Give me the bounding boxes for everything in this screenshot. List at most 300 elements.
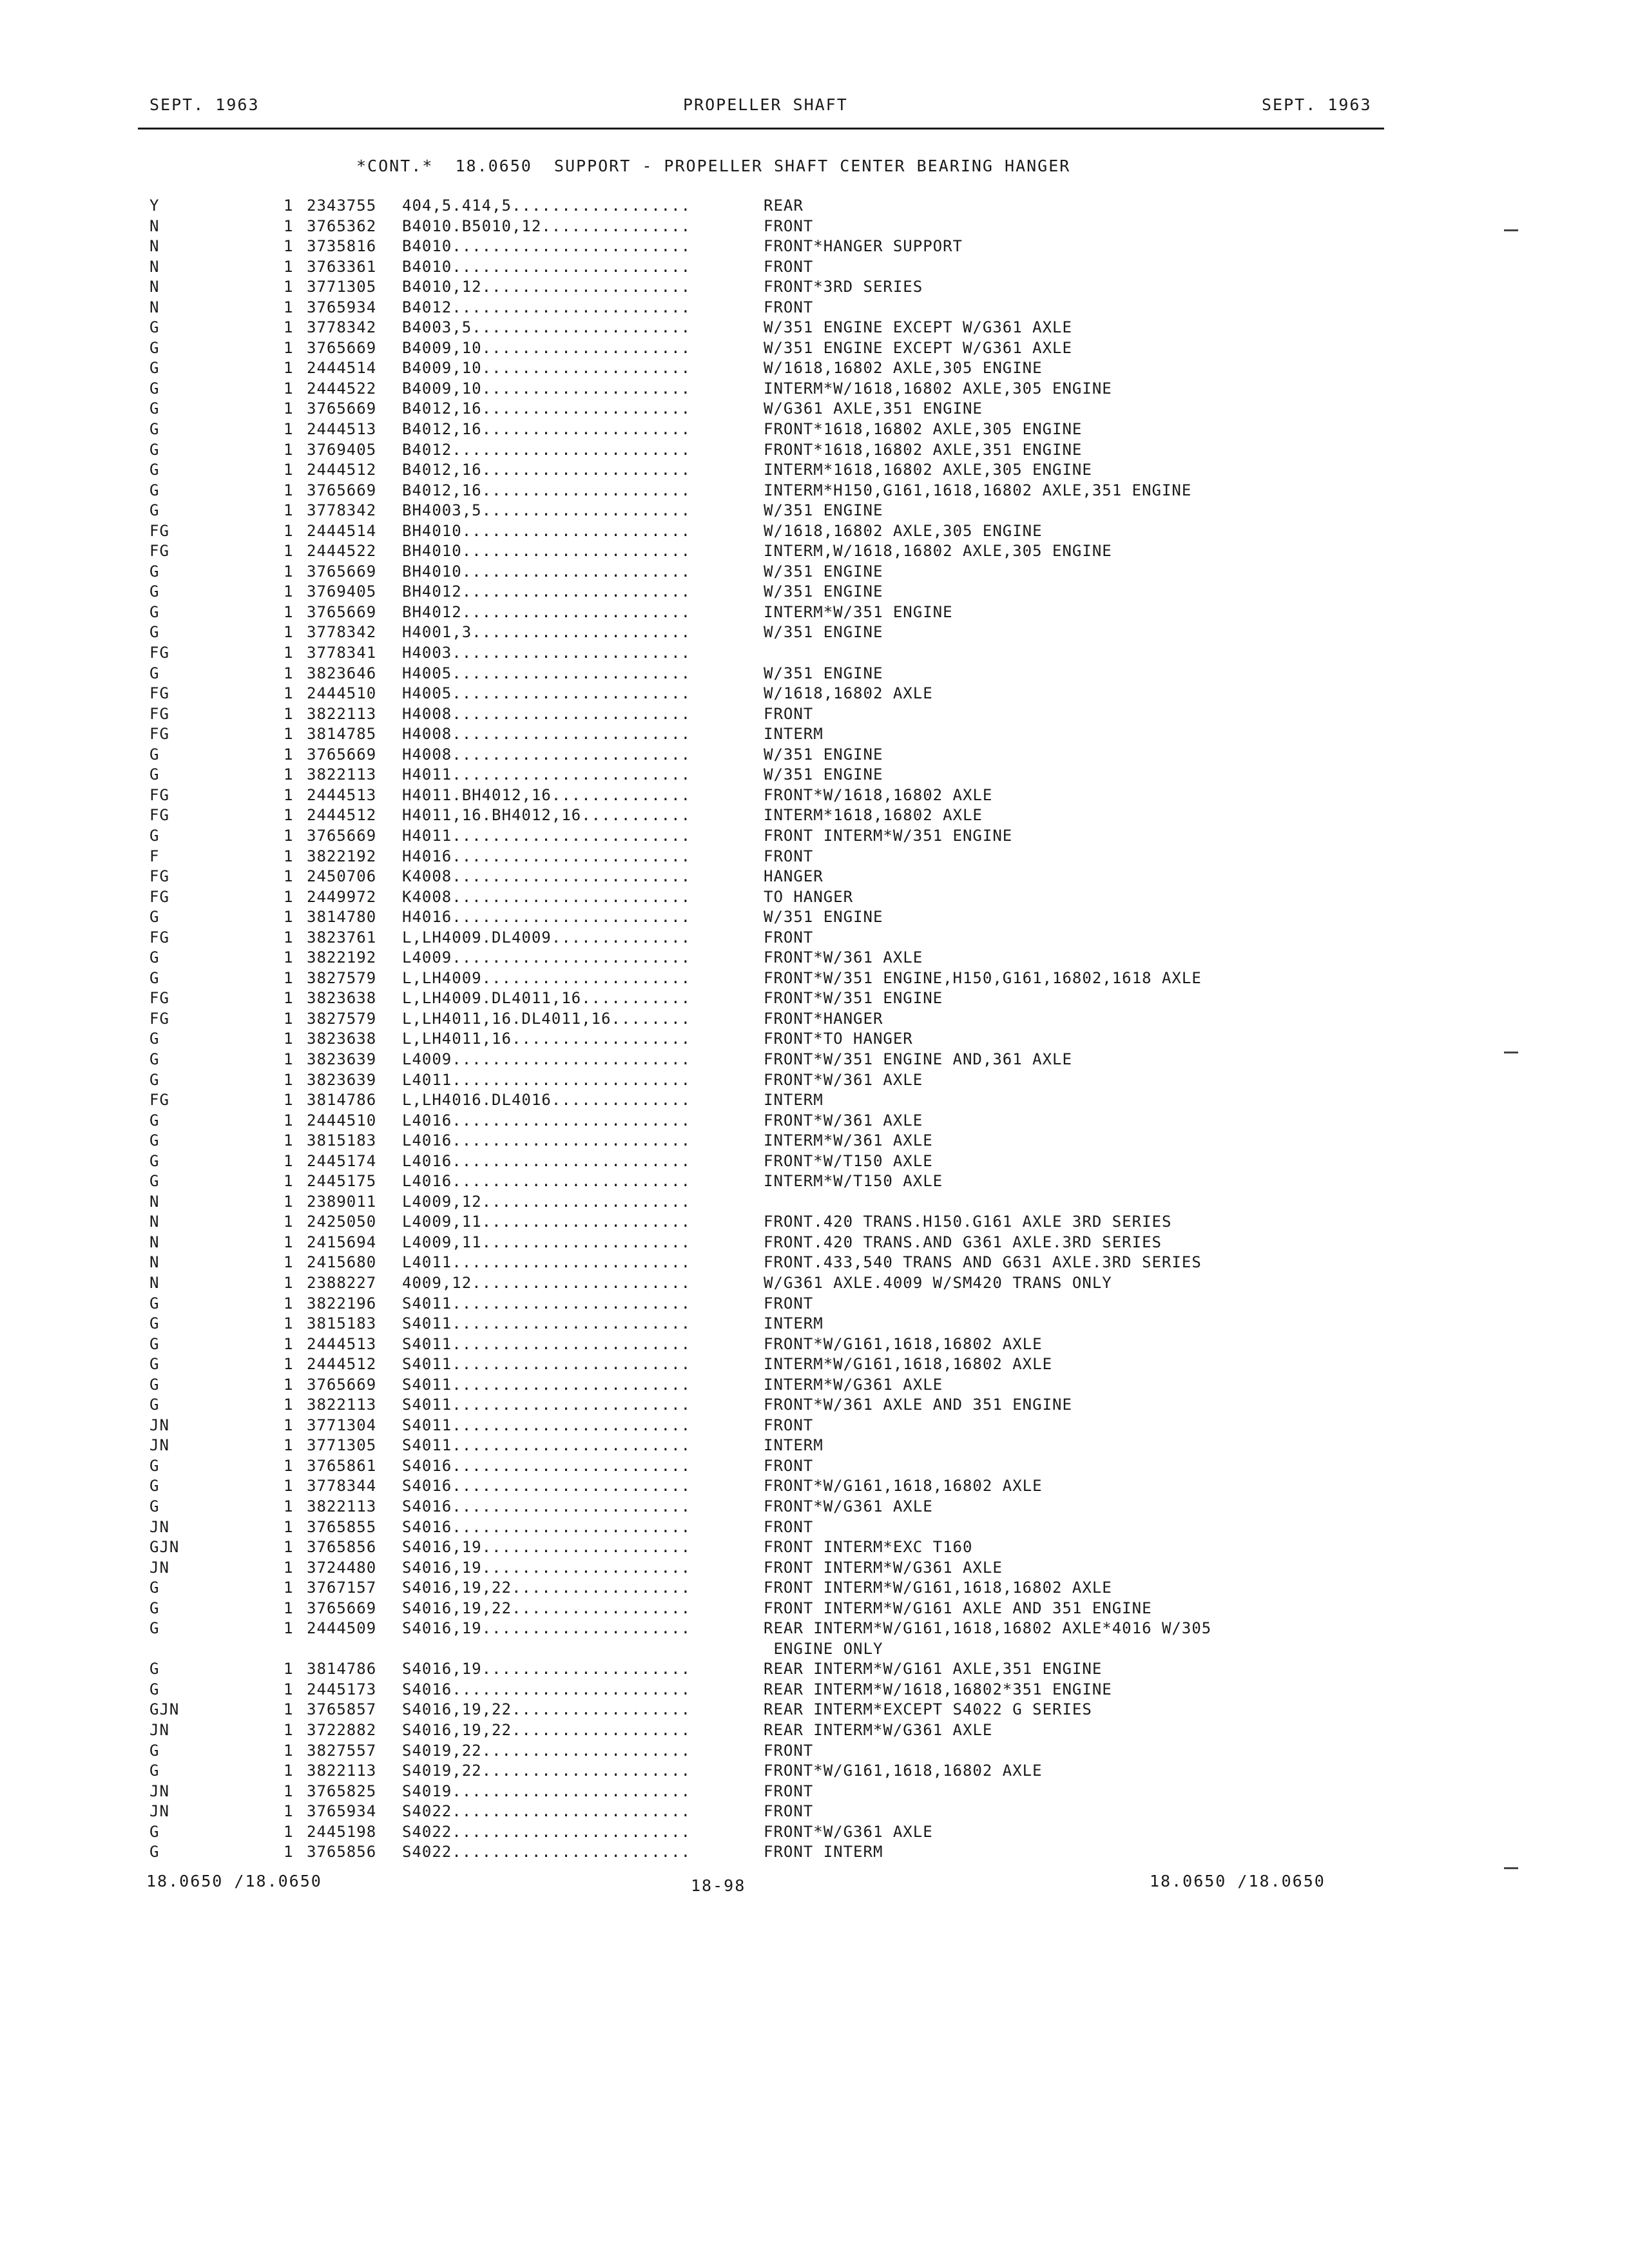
- entry-part: 2444513: [307, 420, 377, 439]
- entry-code: G: [149, 1456, 160, 1475]
- entry-desc: FRONT*W/361 AXLE: [764, 948, 923, 967]
- entry-code: FG: [149, 785, 169, 804]
- list-item: [0, 1680, 1629, 1701]
- entry-code: G: [149, 948, 160, 967]
- entry-qty: 1: [284, 1497, 294, 1515]
- entry-code: GJN: [149, 1538, 180, 1557]
- entry-code: G: [149, 1172, 160, 1191]
- entry-part: 3765669: [307, 745, 377, 764]
- header-title: PROPELLER SHAFT: [683, 95, 848, 114]
- entry-part: 3769405: [307, 582, 377, 601]
- margin-mark: [1504, 1052, 1518, 1053]
- entry-model: S4016........................: [402, 1497, 691, 1515]
- list-item: [0, 928, 1629, 949]
- entry-desc: FRONT: [764, 928, 814, 947]
- entry-qty: 1: [284, 785, 294, 804]
- entry-model: B4012........................: [402, 298, 691, 316]
- entry-desc: INTERM: [764, 725, 824, 744]
- entry-part: 3823638: [307, 1030, 377, 1048]
- entry-qty: 1: [284, 1721, 294, 1740]
- entry-part: 2444522: [307, 379, 377, 398]
- entry-qty: 1: [284, 399, 294, 418]
- list-item: [0, 1396, 1629, 1416]
- entry-qty: 1: [284, 359, 294, 378]
- entry-code: G: [149, 968, 160, 987]
- entry-qty: 1: [284, 1619, 294, 1638]
- entry-code: FG: [149, 704, 169, 723]
- list-item: [0, 339, 1629, 360]
- entry-code: G: [149, 359, 160, 378]
- entry-part: 3765855: [307, 1517, 377, 1536]
- entry-part: 3765669: [307, 338, 377, 357]
- entry-part: 3778342: [307, 318, 377, 337]
- entry-desc: FRONT*3RD SERIES: [764, 278, 923, 296]
- entry-desc: INTERM: [764, 1436, 824, 1455]
- entry-code: G: [149, 745, 160, 764]
- entry-qty: 1: [284, 197, 294, 215]
- entry-code: G: [149, 1822, 160, 1841]
- entry-desc: W/1618,16802 AXLE: [764, 684, 933, 703]
- entry-desc: FRONT: [764, 1782, 814, 1800]
- entry-model: S4016,19,22..................: [402, 1579, 691, 1597]
- list-item: [0, 1823, 1629, 1843]
- entry-part: 3771305: [307, 278, 377, 296]
- entry-code: FG: [149, 867, 169, 886]
- list-item: [0, 765, 1629, 786]
- entry-qty: 1: [284, 1477, 294, 1495]
- entry-qty: 1: [284, 1558, 294, 1577]
- entry-model: L4009,11.....................: [402, 1233, 691, 1251]
- entry-desc: FRONT INTERM*W/351 ENGINE: [764, 826, 1013, 845]
- entry-desc: W/351 ENGINE: [764, 562, 883, 581]
- entry-code: G: [149, 1030, 160, 1048]
- entry-code: G: [149, 664, 160, 682]
- entry-qty: 1: [284, 1091, 294, 1110]
- list-item: [0, 847, 1629, 868]
- entry-desc: FRONT*W/361 AXLE: [764, 1070, 923, 1089]
- list-item: [0, 1477, 1629, 1497]
- entry-desc: INTERM*W/1618,16802 AXLE,305 ENGINE: [764, 379, 1112, 398]
- entry-code: JN: [149, 1416, 169, 1434]
- entry-model: BH4003,5.....................: [402, 501, 691, 520]
- entry-model: L4009,12.....................: [402, 1192, 691, 1211]
- entry-desc: FRONT INTERM*W/G161,1618,16802 AXLE: [764, 1579, 1112, 1597]
- entry-desc: FRONT: [764, 1416, 814, 1434]
- entry-code: JN: [149, 1802, 169, 1821]
- list-item: [0, 298, 1629, 319]
- entry-desc: FRONT: [764, 1456, 814, 1475]
- entry-qty: 1: [284, 257, 294, 276]
- entry-code: G: [149, 1660, 160, 1678]
- entry-code: G: [149, 1334, 160, 1353]
- entry-code: G: [149, 420, 160, 439]
- entry-qty: 1: [284, 1334, 294, 1353]
- entry-code: G: [149, 481, 160, 499]
- entry-qty: 1: [284, 1050, 294, 1068]
- entry-model: K4008........................: [402, 867, 691, 886]
- entry-model: H4008........................: [402, 745, 691, 764]
- entry-qty: 1: [284, 704, 294, 723]
- list-item: [0, 1416, 1629, 1437]
- entry-model: S4011........................: [402, 1355, 691, 1374]
- list-item: [0, 745, 1629, 766]
- entry-part: 2388227: [307, 1273, 377, 1292]
- entry-desc: FRONT: [764, 704, 814, 723]
- entry-desc: FRONT INTERM*W/G161 AXLE AND 351 ENGINE: [764, 1599, 1152, 1617]
- entry-desc: ENGINE ONLY: [764, 1639, 883, 1658]
- entry-code: G: [149, 1477, 160, 1495]
- entry-desc: FRONT INTERM*W/G361 AXLE: [764, 1558, 1003, 1577]
- entry-code: G: [149, 338, 160, 357]
- list-item: [0, 786, 1629, 807]
- entry-desc: FRONT*W/1618,16802 AXLE: [764, 785, 993, 804]
- entry-desc: FRONT INTERM*EXC T160: [764, 1538, 973, 1557]
- entry-part: 3814786: [307, 1660, 377, 1678]
- entry-desc: FRONT*W/351 ENGINE AND,361 AXLE: [764, 1050, 1072, 1068]
- entry-code: N: [149, 1273, 160, 1292]
- list-item: [0, 481, 1629, 502]
- entry-qty: 1: [284, 501, 294, 520]
- entry-code: N: [149, 1213, 160, 1231]
- list-item: [0, 948, 1629, 969]
- entry-code: G: [149, 1762, 160, 1780]
- entry-part: 2445175: [307, 1172, 377, 1191]
- list-item: [0, 1131, 1629, 1152]
- entry-code: G: [149, 562, 160, 581]
- entry-qty: 1: [284, 664, 294, 682]
- entry-qty: 1: [284, 1111, 294, 1129]
- entry-qty: 1: [284, 1213, 294, 1231]
- entry-code: JN: [149, 1782, 169, 1800]
- entry-desc: FRONT.420 TRANS.H150.G161 AXLE 3RD SERIES: [764, 1213, 1172, 1231]
- entry-qty: 1: [284, 1416, 294, 1434]
- entry-code: FG: [149, 684, 169, 703]
- entry-desc: FRONT*W/G161,1618,16802 AXLE: [764, 1477, 1043, 1495]
- entry-qty: 1: [284, 1822, 294, 1841]
- entry-model: S4022........................: [402, 1802, 691, 1821]
- entry-qty: 1: [284, 440, 294, 459]
- entry-desc: FRONT: [764, 298, 814, 316]
- entry-qty: 1: [284, 1802, 294, 1821]
- entry-code: JN: [149, 1721, 169, 1740]
- entry-desc: FRONT*W/G361 AXLE: [764, 1497, 933, 1515]
- entry-qty: 1: [284, 684, 294, 703]
- entry-desc: FRONT: [764, 1741, 814, 1760]
- entry-part: 3778342: [307, 623, 377, 642]
- entry-model: L,LH4016.DL4016..............: [402, 1091, 691, 1110]
- entry-code: G: [149, 1396, 160, 1414]
- entry-model: S4016,19.....................: [402, 1538, 691, 1557]
- entry-desc: INTERM*W/G361 AXLE: [764, 1375, 943, 1394]
- entry-part: 3767157: [307, 1579, 377, 1597]
- entry-code: N: [149, 216, 160, 235]
- entry-model: S4016........................: [402, 1456, 691, 1475]
- entry-part: 2415680: [307, 1253, 377, 1272]
- entry-desc: REAR INTERM*W/G161,1618,16802 AXLE*4016 W/305: [764, 1619, 1212, 1638]
- entry-part: 2444513: [307, 1334, 377, 1353]
- list-item: [0, 1518, 1629, 1539]
- list-item: [0, 1640, 1629, 1660]
- entry-model: B4010,12.....................: [402, 278, 691, 296]
- entry-model: B4010........................: [402, 257, 691, 276]
- entry-code: FG: [149, 644, 169, 662]
- list-item: [0, 1559, 1629, 1579]
- entry-model: H4003........................: [402, 644, 691, 662]
- entry-model: B4012........................: [402, 440, 691, 459]
- entry-qty: 1: [284, 908, 294, 927]
- entry-desc: W/351 ENGINE: [764, 664, 883, 682]
- entry-code: G: [149, 602, 160, 621]
- entry-code: F: [149, 847, 160, 865]
- list-item: [0, 1843, 1629, 1863]
- entry-qty: 1: [284, 1294, 294, 1312]
- parts-list: [0, 197, 1629, 1863]
- entry-desc: FRONT*W/G161,1618,16802 AXLE: [764, 1762, 1043, 1780]
- entry-desc: W/G361 AXLE.4009 W/SM420 TRANS ONLY: [764, 1273, 1112, 1292]
- entry-part: 3771304: [307, 1416, 377, 1434]
- list-item: [0, 258, 1629, 278]
- entry-model: BH4010.......................: [402, 542, 691, 561]
- entry-model: 404,5.414,5..................: [402, 197, 691, 215]
- entry-part: 3815183: [307, 1131, 377, 1150]
- entry-qty: 1: [284, 1009, 294, 1028]
- entry-qty: 1: [284, 1396, 294, 1414]
- entry-code: G: [149, 440, 160, 459]
- entry-qty: 1: [284, 1030, 294, 1048]
- entry-model: B4012,16.....................: [402, 481, 691, 499]
- entry-qty: 1: [284, 1314, 294, 1333]
- entry-code: G: [149, 765, 160, 784]
- entry-model: L4016........................: [402, 1111, 691, 1129]
- entry-part: 3765669: [307, 399, 377, 418]
- entry-qty: 1: [284, 968, 294, 987]
- entry-desc: W/1618,16802 AXLE,305 ENGINE: [764, 359, 1043, 378]
- entry-model: S4016,19.....................: [402, 1558, 691, 1577]
- list-item: [0, 237, 1629, 258]
- entry-desc: W/351 ENGINE EXCEPT W/G361 AXLE: [764, 318, 1072, 337]
- entry-model: B4012,16.....................: [402, 461, 691, 479]
- header-rule: [138, 128, 1384, 130]
- entry-code: G: [149, 1131, 160, 1150]
- entry-part: 3815183: [307, 1314, 377, 1333]
- list-item: [0, 969, 1629, 990]
- entry-desc: FRONT*W/G161,1618,16802 AXLE: [764, 1334, 1043, 1353]
- entry-desc: FRONT: [764, 216, 814, 235]
- entry-code: G: [149, 1843, 160, 1861]
- entry-desc: FRONT*W/361 AXLE: [764, 1111, 923, 1129]
- entry-qty: 1: [284, 765, 294, 784]
- entry-desc: INTERM: [764, 1091, 824, 1110]
- entry-part: 2444514: [307, 359, 377, 378]
- entry-qty: 1: [284, 1843, 294, 1861]
- entry-model: S4019,22.....................: [402, 1741, 691, 1760]
- entry-model: L,LH4009.DL4009..............: [402, 928, 691, 947]
- entry-desc: FRONT*HANGER: [764, 1009, 883, 1028]
- entry-code: JN: [149, 1436, 169, 1455]
- entry-qty: 1: [284, 237, 294, 256]
- entry-model: S4016,19.....................: [402, 1619, 691, 1638]
- entry-desc: FRONT*W/361 AXLE AND 351 ENGINE: [764, 1396, 1072, 1414]
- entry-model: S4011........................: [402, 1375, 691, 1394]
- list-item: [0, 441, 1629, 461]
- entry-desc: INTERM*H150,G161,1618,16802 AXLE,351 ENGINE: [764, 481, 1192, 499]
- entry-model: H4005........................: [402, 664, 691, 682]
- entry-model: L4016........................: [402, 1172, 691, 1191]
- entry-code: Y: [149, 197, 160, 215]
- list-item: [0, 908, 1629, 928]
- entry-qty: 1: [284, 1538, 294, 1557]
- entry-model: H4001,3......................: [402, 623, 691, 642]
- entry-qty: 1: [284, 461, 294, 479]
- entry-desc: FRONT*1618,16802 AXLE,351 ENGINE: [764, 440, 1083, 459]
- entry-part: 3765934: [307, 1802, 377, 1821]
- entry-desc: W/351 ENGINE: [764, 745, 883, 764]
- entry-part: 3822192: [307, 847, 377, 865]
- entry-desc: W/351 ENGINE: [764, 908, 883, 927]
- entry-qty: 1: [284, 1456, 294, 1475]
- entry-part: 3814780: [307, 908, 377, 927]
- entry-code: G: [149, 379, 160, 398]
- footer-ref-right: 18.0650 /18.0650: [1150, 1872, 1325, 1890]
- entry-part: 2389011: [307, 1192, 377, 1211]
- entry-desc: INTERM*W/G161,1618,16802 AXLE: [764, 1355, 1053, 1374]
- entry-model: H4008........................: [402, 704, 691, 723]
- list-item: [0, 1030, 1629, 1050]
- entry-qty: 1: [284, 1131, 294, 1150]
- entry-part: 3823646: [307, 664, 377, 682]
- entry-model: L4011........................: [402, 1070, 691, 1089]
- entry-qty: 1: [284, 318, 294, 337]
- entry-part: 2415694: [307, 1233, 377, 1251]
- entry-model: BH4010.......................: [402, 562, 691, 581]
- entry-model: H4005........................: [402, 684, 691, 703]
- list-item: [0, 806, 1629, 827]
- list-item: [0, 1599, 1629, 1620]
- entry-code: G: [149, 1599, 160, 1617]
- entry-desc: W/351 ENGINE: [764, 501, 883, 520]
- entry-qty: 1: [284, 1070, 294, 1089]
- entry-qty: 1: [284, 1233, 294, 1251]
- entry-qty: 1: [284, 1599, 294, 1617]
- list-item: [0, 1457, 1629, 1477]
- entry-qty: 1: [284, 745, 294, 764]
- entry-desc: FRONT*W/G361 AXLE: [764, 1822, 933, 1841]
- entry-part: 3822113: [307, 1497, 377, 1515]
- entry-part: 2444512: [307, 1355, 377, 1374]
- entry-code: G: [149, 1680, 160, 1698]
- entry-qty: 1: [284, 1660, 294, 1678]
- entry-code: N: [149, 257, 160, 276]
- list-item: [0, 1436, 1629, 1457]
- entry-qty: 1: [284, 826, 294, 845]
- entry-model: L4016........................: [402, 1131, 691, 1150]
- entry-part: 3765669: [307, 602, 377, 621]
- entry-qty: 1: [284, 989, 294, 1008]
- entry-part: 2444512: [307, 806, 377, 825]
- entry-part: 2444510: [307, 1111, 377, 1129]
- entry-code: G: [149, 908, 160, 927]
- entry-model: S4016........................: [402, 1477, 691, 1495]
- list-item: [0, 318, 1629, 339]
- entry-model: S4022........................: [402, 1822, 691, 1841]
- entry-model: H4008........................: [402, 725, 691, 744]
- entry-part: 3765669: [307, 562, 377, 581]
- header-date-right: SEPT. 1963: [1262, 95, 1372, 114]
- entry-code: G: [149, 1111, 160, 1129]
- entry-desc: W/351 ENGINE: [764, 582, 883, 601]
- list-item: [0, 1376, 1629, 1396]
- entry-model: B4012,16.....................: [402, 399, 691, 418]
- entry-desc: TO HANGER: [764, 887, 854, 906]
- entry-model: S4011........................: [402, 1416, 691, 1434]
- entry-qty: 1: [284, 1375, 294, 1394]
- entry-model: H4011,16.BH4012,16...........: [402, 806, 691, 825]
- entry-part: 3765856: [307, 1843, 377, 1861]
- list-item: [0, 522, 1629, 543]
- entry-desc: FRONT INTERM: [764, 1843, 883, 1861]
- entry-code: G: [149, 826, 160, 845]
- list-item: [0, 1314, 1629, 1335]
- list-item: [0, 278, 1629, 298]
- entry-part: 3822113: [307, 1396, 377, 1414]
- entry-qty: 1: [284, 1762, 294, 1780]
- entry-desc: REAR INTERM*EXCEPT S4022 G SERIES: [764, 1700, 1092, 1719]
- list-item: [0, 827, 1629, 847]
- entry-part: 2444522: [307, 542, 377, 561]
- list-item: [0, 542, 1629, 562]
- entry-desc: FRONT*W/351 ENGINE,H150,G161,16802,1618 AXLE: [764, 968, 1202, 987]
- list-item: [0, 1233, 1629, 1254]
- list-item: [0, 582, 1629, 603]
- entry-model: L4016........................: [402, 1151, 691, 1170]
- page-number: 18-98: [691, 1876, 746, 1895]
- entry-code: FG: [149, 1091, 169, 1110]
- entry-part: 3827579: [307, 1009, 377, 1028]
- entry-code: G: [149, 461, 160, 479]
- entry-part: 3765856: [307, 1538, 377, 1557]
- entry-part: 2449972: [307, 887, 377, 906]
- entry-model: S4011........................: [402, 1314, 691, 1333]
- entry-code: G: [149, 1741, 160, 1760]
- entry-part: 3763361: [307, 257, 377, 276]
- list-item: [0, 1497, 1629, 1518]
- entry-model: BH4012.......................: [402, 602, 691, 621]
- list-item: [0, 1071, 1629, 1091]
- entry-part: 2445173: [307, 1680, 377, 1698]
- entry-qty: 1: [284, 1436, 294, 1455]
- entry-part: 3814786: [307, 1091, 377, 1110]
- entry-qty: 1: [284, 298, 294, 316]
- entry-desc: INTERM: [764, 1314, 824, 1333]
- entry-desc: FRONT.420 TRANS.AND G361 AXLE.3RD SERIES: [764, 1233, 1162, 1251]
- list-item: [0, 867, 1629, 888]
- list-item: [0, 989, 1629, 1010]
- list-item: [0, 197, 1629, 217]
- entry-model: K4008........................: [402, 887, 691, 906]
- entry-code: N: [149, 298, 160, 316]
- entry-code: G: [149, 318, 160, 337]
- entry-part: 3735816: [307, 237, 377, 256]
- list-item: [0, 1782, 1629, 1803]
- entry-model: 4009,12......................: [402, 1273, 691, 1292]
- entry-part: 3765669: [307, 481, 377, 499]
- entry-model: B4009,10.....................: [402, 338, 691, 357]
- entry-qty: 1: [284, 1680, 294, 1698]
- entry-model: S4016........................: [402, 1517, 691, 1536]
- list-item: [0, 217, 1629, 238]
- list-item: [0, 1253, 1629, 1274]
- entry-desc: W/351 ENGINE: [764, 765, 883, 784]
